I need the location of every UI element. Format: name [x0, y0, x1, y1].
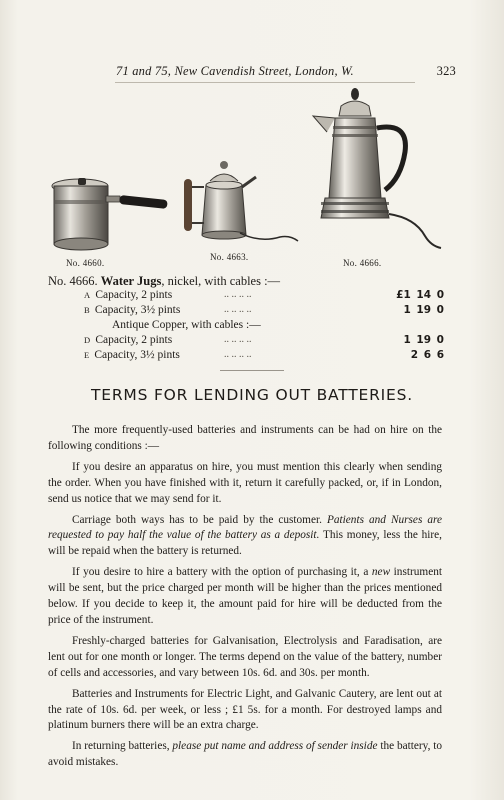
row-price: 2 6 6 — [410, 349, 444, 361]
paragraph: The more frequently-used batteries and instruments can be had on hire on the following conditions :— — [48, 424, 442, 452]
caption-4663: No. 4663. — [210, 252, 249, 262]
leader-dots: .. .. .. .. — [224, 349, 252, 360]
price-row — [84, 349, 444, 363]
running-header — [116, 64, 456, 79]
price-row — [84, 334, 444, 348]
paragraph: Batteries and Instruments for Electric Light, and Galvanic Cautery, are lent out at the rate of 10s. 6d. per week, or less ; £1 5s. for a month. For destroyed lamps and platinum burners there will be an extra charge. — [48, 687, 442, 732]
italic-run: Patients and Nurses are requested to pay half the value of the battery as a deposit. — [48, 513, 442, 542]
row-letter: A — [84, 290, 91, 300]
leader-dots: .. .. .. .. — [224, 334, 252, 345]
saucepan-illustration — [48, 170, 173, 258]
row-text: Capacity, 2 pints — [95, 289, 173, 301]
item-description: , nickel, with cables :— — [161, 274, 281, 288]
leader-dots: .. .. .. .. — [224, 289, 252, 300]
paragraph: Freshly-charged batteries for Galvanisation, Electrolysis and Faradisation, are lent out for one month or longer. The terms depend on the value of the battery, number of cells and accessories, and vary between 10s. 6d. and 30s. per month. — [48, 634, 442, 679]
paragraph: If you desire an apparatus on hire, you must mention this clearly when sending the order. When you have finished with it, return it carefully packed, or, if in London, send us notice that we may send for it. — [48, 460, 442, 505]
small-jug-illustration — [180, 155, 300, 250]
row-letter: B — [84, 305, 90, 315]
text-run: instrument will be sent, but the price charged per month will be higher than the prices mentioned below. If you decide to keep it, the amount paid for hire will be deducted from the price of the instrument. — [48, 566, 442, 626]
row-text: Capacity, 3½ pints — [94, 349, 180, 361]
caption-4666: No. 4666. — [343, 258, 382, 268]
terms-body — [48, 423, 442, 776]
page-number: 323 — [436, 64, 456, 78]
price-row — [84, 304, 444, 318]
header-address: 71 and 75, New Cavendish Street, London, W. — [116, 64, 354, 78]
item-number: No. 4666. — [48, 274, 98, 288]
header-rule — [115, 82, 415, 83]
leader-dots: .. .. .. .. — [224, 304, 252, 315]
text-run: In returning batteries, — [72, 740, 173, 753]
section-title: TERMS FOR LENDING OUT BATTERIES. — [91, 386, 413, 404]
row-text: Capacity, 3½ pints — [94, 304, 181, 316]
row-price: 1 19 0 — [403, 304, 444, 316]
text-run: the battery, to avoid mistakes. — [48, 740, 443, 769]
section-divider — [220, 370, 284, 371]
item-name: Water Jugs — [100, 274, 162, 288]
text-run: This money, less the hire, will be repaid when the battery is returned. — [48, 529, 442, 558]
text-run: Carriage both ways has to be paid by the customer. — [72, 513, 327, 526]
paragraph — [48, 739, 442, 771]
tall-jug-illustration — [305, 86, 445, 256]
price-row — [84, 289, 444, 303]
paragraph — [48, 565, 442, 629]
row-letter: E — [84, 350, 90, 360]
row-price: 1 19 0 — [403, 334, 444, 346]
italic-run: new — [371, 566, 391, 579]
sub-heading: Antique Copper, with cables :— — [112, 319, 261, 331]
caption-4660: No. 4660. — [66, 258, 105, 268]
item-heading — [48, 274, 280, 289]
paragraph — [48, 513, 442, 561]
row-letter: D — [84, 335, 91, 345]
italic-run: please put name and address of sender inside — [172, 740, 378, 753]
row-text: Capacity, 2 pints — [95, 334, 173, 346]
row-price: £1 14 0 — [396, 289, 444, 301]
text-run: If you desire to hire a battery with the option of purchasing it, a — [72, 566, 372, 579]
